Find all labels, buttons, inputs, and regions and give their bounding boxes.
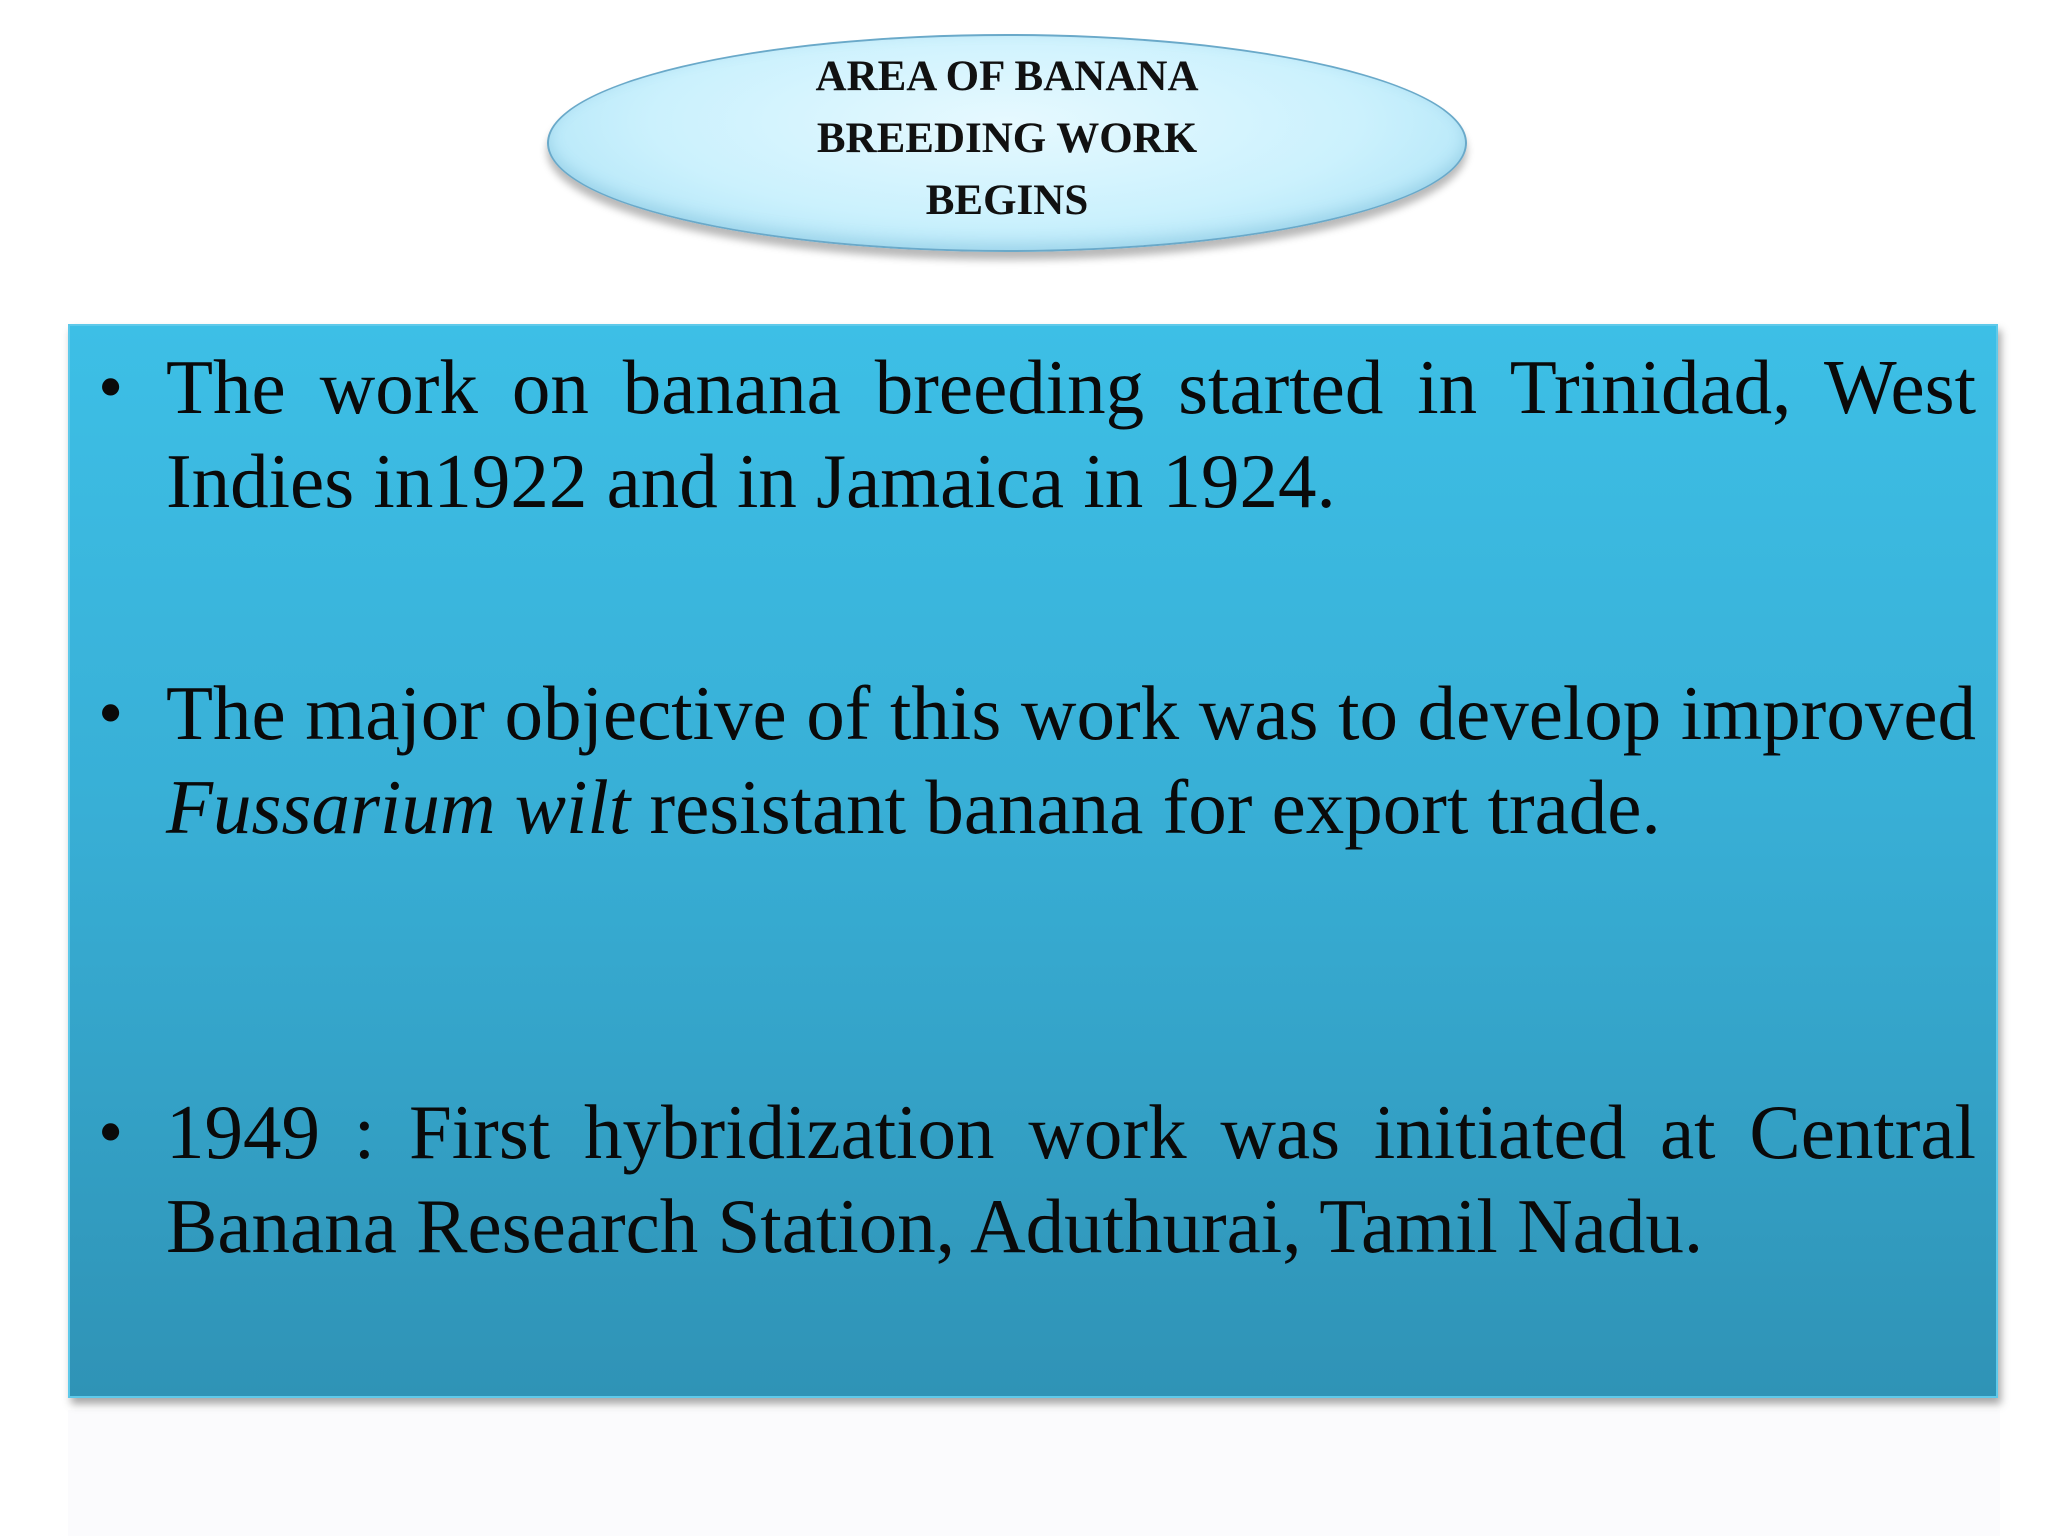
bullet-text-1: The work on banana breeding started in Trinidad, West Indies in1922 and in Jamaica in 1924. xyxy=(166,344,1976,524)
bullet-dot-icon: • xyxy=(98,673,124,753)
bullet-dot-icon: • xyxy=(98,347,124,427)
bullet-text-2-before: The major objective of this work was to develop improved xyxy=(166,670,1976,756)
slide-bottom-band xyxy=(68,1410,2000,1536)
slide-title: AREA OF BANANA BREEDING WORK BEGINS xyxy=(815,53,1199,224)
bullet-text-2-after: resistant banana for export trade. xyxy=(630,764,1661,850)
bullet-text-2 xyxy=(166,666,1976,854)
title-oval xyxy=(547,34,1467,252)
bullet-text-3: 1949 : First hybridization work was initiated at Central Banana Research Station, Aduthurai, Tamil Nadu. xyxy=(166,1089,1976,1269)
bullet-text-2-italic: Fussarium wilt xyxy=(166,764,631,850)
bullet-dot-icon: • xyxy=(98,1092,124,1172)
